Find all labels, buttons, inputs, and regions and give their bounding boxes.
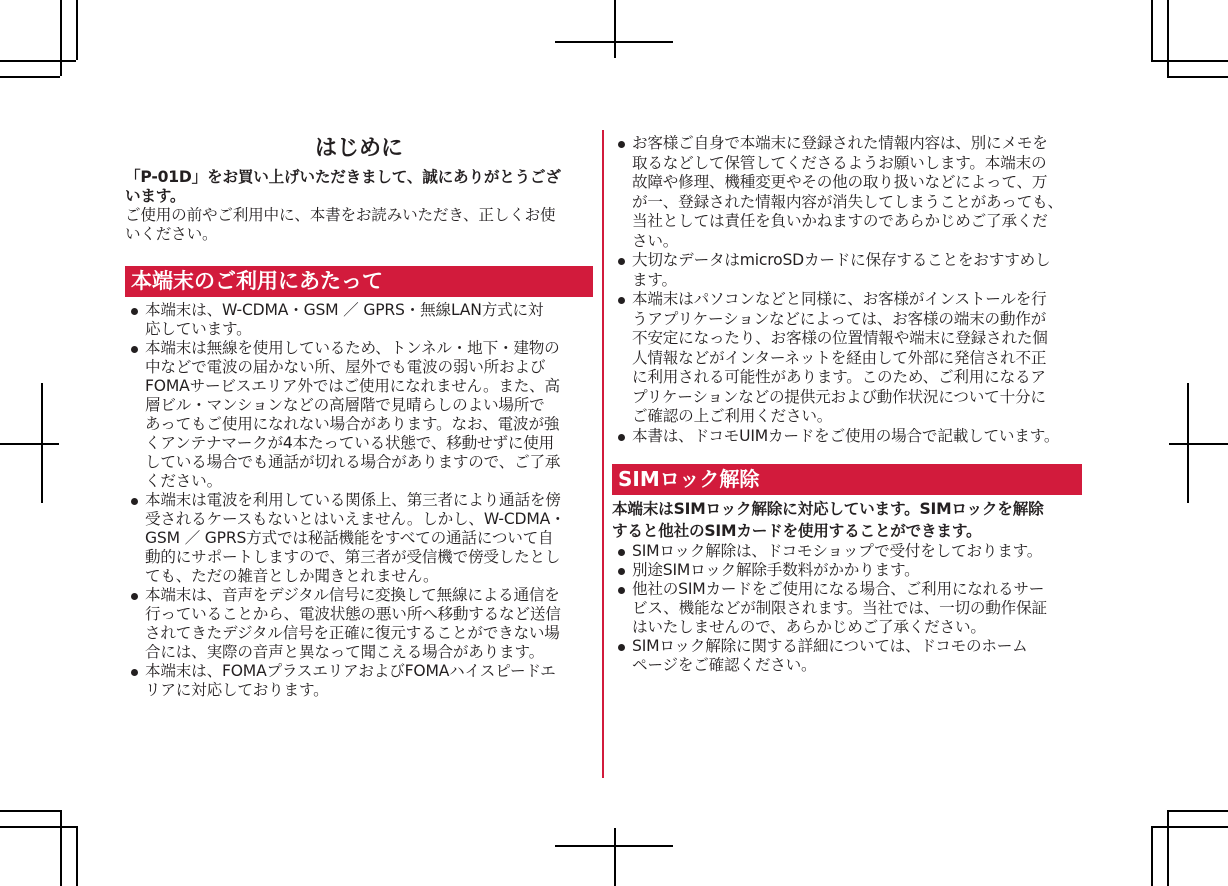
crop-mark bbox=[0, 826, 76, 828]
bullet-item bbox=[125, 339, 593, 491]
text-line: 他社のSIMカードをご使用になる場合、ご利用になれるサー bbox=[632, 580, 1045, 598]
bullet-item bbox=[612, 427, 1082, 447]
text-line: あってもご使用になれない場合があります。なお、電波が強 bbox=[145, 415, 560, 433]
crop-mark bbox=[1151, 0, 1153, 60]
section-heading-usage: 本端末のご利用にあたって bbox=[125, 266, 593, 297]
text-line: 動的にサポートしますので、第三者が受信機で傍受したとし bbox=[145, 548, 561, 566]
text-line: 行っていることから、電波状態の悪い所へ移動するなど送信 bbox=[145, 605, 561, 623]
crop-mark bbox=[614, 0, 616, 58]
crop-mark bbox=[1167, 810, 1228, 812]
crop-mark bbox=[0, 60, 76, 62]
text-line: 受されるケースもないとはいえません。しかし、W-CDMA・ bbox=[145, 510, 566, 528]
crop-mark bbox=[1151, 826, 1153, 886]
text-line: ても、ただの雑音としか聞きとれません。 bbox=[145, 567, 439, 585]
text-line: 本端末はSIMロック解除に対応しています。SIMロックを解除 bbox=[612, 500, 1044, 518]
bullet-item bbox=[125, 586, 593, 662]
sim-bullets bbox=[612, 542, 1082, 675]
text-line: が一、登録された情報内容が消失してしまうことがあっても、 bbox=[632, 192, 1063, 211]
bullet-item bbox=[612, 561, 1082, 580]
sim-intro bbox=[612, 498, 1082, 542]
crop-mark bbox=[1167, 810, 1169, 886]
text-line: ご使用の前やご利用中に、本書をお読みいただき、正しくお使 bbox=[125, 206, 556, 224]
bullet-item bbox=[612, 290, 1082, 427]
text-line: すると他社のSIMカードを使用することができます。 bbox=[612, 522, 982, 540]
crop-mark bbox=[555, 41, 673, 43]
text-line: 本端末は無線を使用しているため、トンネル・地下・建物の bbox=[145, 339, 560, 357]
column-divider bbox=[602, 130, 604, 778]
text-line: いください。 bbox=[125, 225, 218, 243]
text-line: 中などで電波の届かない所、屋外でも電波の弱い所および bbox=[145, 358, 546, 376]
text-line: GSM ／ GPRS方式では秘話機能をすべての通話について自 bbox=[145, 529, 554, 547]
text-line: さい。 bbox=[632, 231, 679, 250]
text-line: FOMAサービスエリア外ではご使用になれません。また、高 bbox=[145, 377, 560, 395]
text-line: 「P-01D」をお買い上げいただきまして、誠にありがとうござ bbox=[125, 168, 561, 186]
text-line: 層ビル・マンションなどの高層階で見晴らしのよい場所で bbox=[145, 396, 545, 414]
crop-mark bbox=[1151, 826, 1228, 828]
text-line: お客様ご自身で本端末に登録された情報内容は、別にメモを bbox=[632, 134, 1048, 152]
bullet-item bbox=[612, 580, 1082, 637]
bullet-item bbox=[125, 491, 593, 586]
text-line: 本端末は、音声をデジタル信号に変換して無線による通信を bbox=[145, 586, 560, 604]
text-line: 故障や修理、機種変更やその他の取り扱いなどによって、万 bbox=[632, 173, 1048, 191]
text-line: されてきたデジタル信号を正確に復元することができない場 bbox=[145, 624, 560, 642]
section-heading-sim-unlock: SIMロック解除 bbox=[612, 464, 1082, 495]
bullet-item bbox=[125, 662, 593, 700]
crop-mark bbox=[555, 845, 673, 847]
crop-mark bbox=[76, 826, 78, 886]
text-line: 応しています。 bbox=[145, 320, 252, 338]
text-line: 別途SIMロック解除手数料がかかります。 bbox=[632, 561, 920, 579]
text-line: 当社としては責任を負いかねますのであらかじめご了承くだ bbox=[632, 212, 1048, 230]
text-line: 本端末は、W-CDMA・GSM ／ GPRS・無線LAN方式に対 bbox=[145, 301, 544, 319]
crop-mark bbox=[1169, 443, 1228, 445]
crop-mark bbox=[1167, 0, 1169, 76]
crop-mark bbox=[60, 0, 62, 76]
text-line: 本書は、ドコモUIMカードをご使用の場合で記載しています。 bbox=[632, 426, 1060, 445]
intro-bold bbox=[125, 168, 593, 206]
crop-mark bbox=[0, 76, 60, 78]
crop-mark bbox=[1167, 76, 1228, 78]
notice-bullets bbox=[612, 134, 1082, 446]
right-column bbox=[612, 134, 1082, 675]
crop-mark bbox=[614, 828, 616, 886]
bullet-item bbox=[612, 134, 1082, 251]
crop-mark bbox=[1151, 60, 1228, 62]
bullet-item bbox=[612, 251, 1082, 290]
page-title: はじめに bbox=[314, 136, 403, 161]
text-line: 取るなどして保管してくださるようお願いします。本端末の bbox=[632, 153, 1047, 172]
text-line: 本端末は電波を利用している関係上、第三者により通話を傍 bbox=[145, 491, 561, 509]
text-line: SIMロック解除に関する詳細については、ドコモのホーム bbox=[632, 637, 1028, 655]
text-line: ください。 bbox=[145, 472, 222, 490]
text-line: 合には、実際の音声と異なって聞こえる場合があります。 bbox=[145, 643, 544, 661]
text-line: ページをご確認ください。 bbox=[632, 656, 817, 674]
crop-mark bbox=[60, 810, 62, 886]
text-line: はいたしませんので、あらかじめご了承ください。 bbox=[632, 618, 986, 636]
bullet-item bbox=[612, 542, 1082, 561]
crop-mark bbox=[0, 810, 60, 812]
text-line: 人情報などがインターネットを経由して外部に発信され不正 bbox=[632, 348, 1047, 367]
text-line: ビス、機能などが制限されます。当社では、一切の動作保証 bbox=[632, 599, 1047, 617]
text-line: くアンテナマークが4本たっている状態で、移動せずに使用 bbox=[145, 434, 555, 452]
usage-bullets bbox=[125, 301, 593, 700]
text-line: います。 bbox=[125, 187, 186, 205]
left-column bbox=[125, 134, 593, 700]
text-line: 本端末はパソコンなどと同様に、お客様がインストールを行 bbox=[632, 290, 1047, 308]
text-line: ご確認の上ご利用ください。 bbox=[632, 407, 833, 425]
text-line: ます。 bbox=[632, 270, 677, 289]
bullet-item bbox=[612, 637, 1082, 675]
text-line: SIMロック解除は、ドコモショップで受付をしております。 bbox=[632, 542, 1043, 560]
text-line: している場合でも通話が切れる場合がありますので、ご了承 bbox=[145, 453, 561, 471]
text-line: リアに対応しております。 bbox=[145, 681, 329, 699]
intro-text bbox=[125, 206, 593, 244]
text-line: 大切なデータはmicroSDカードに保存することをおすすめし bbox=[632, 251, 1051, 269]
text-line: 本端末は、FOMAプラスエリアおよびFOMAハイスピードエ bbox=[145, 662, 556, 680]
crop-mark bbox=[0, 443, 59, 445]
text-line: うアプリケーションなどによっては、お客様の端末の動作が bbox=[632, 309, 1047, 328]
text-line: プリケーションなどの提供元および動作状況について十分に bbox=[632, 387, 1046, 406]
crop-mark bbox=[76, 0, 78, 60]
text-line: 不安定になったり、お客様の位置情報や端末に登録された個 bbox=[632, 329, 1048, 347]
text-line: に利用される可能性があります。このため、ご利用になるア bbox=[632, 368, 1046, 386]
bullet-item bbox=[125, 301, 593, 339]
